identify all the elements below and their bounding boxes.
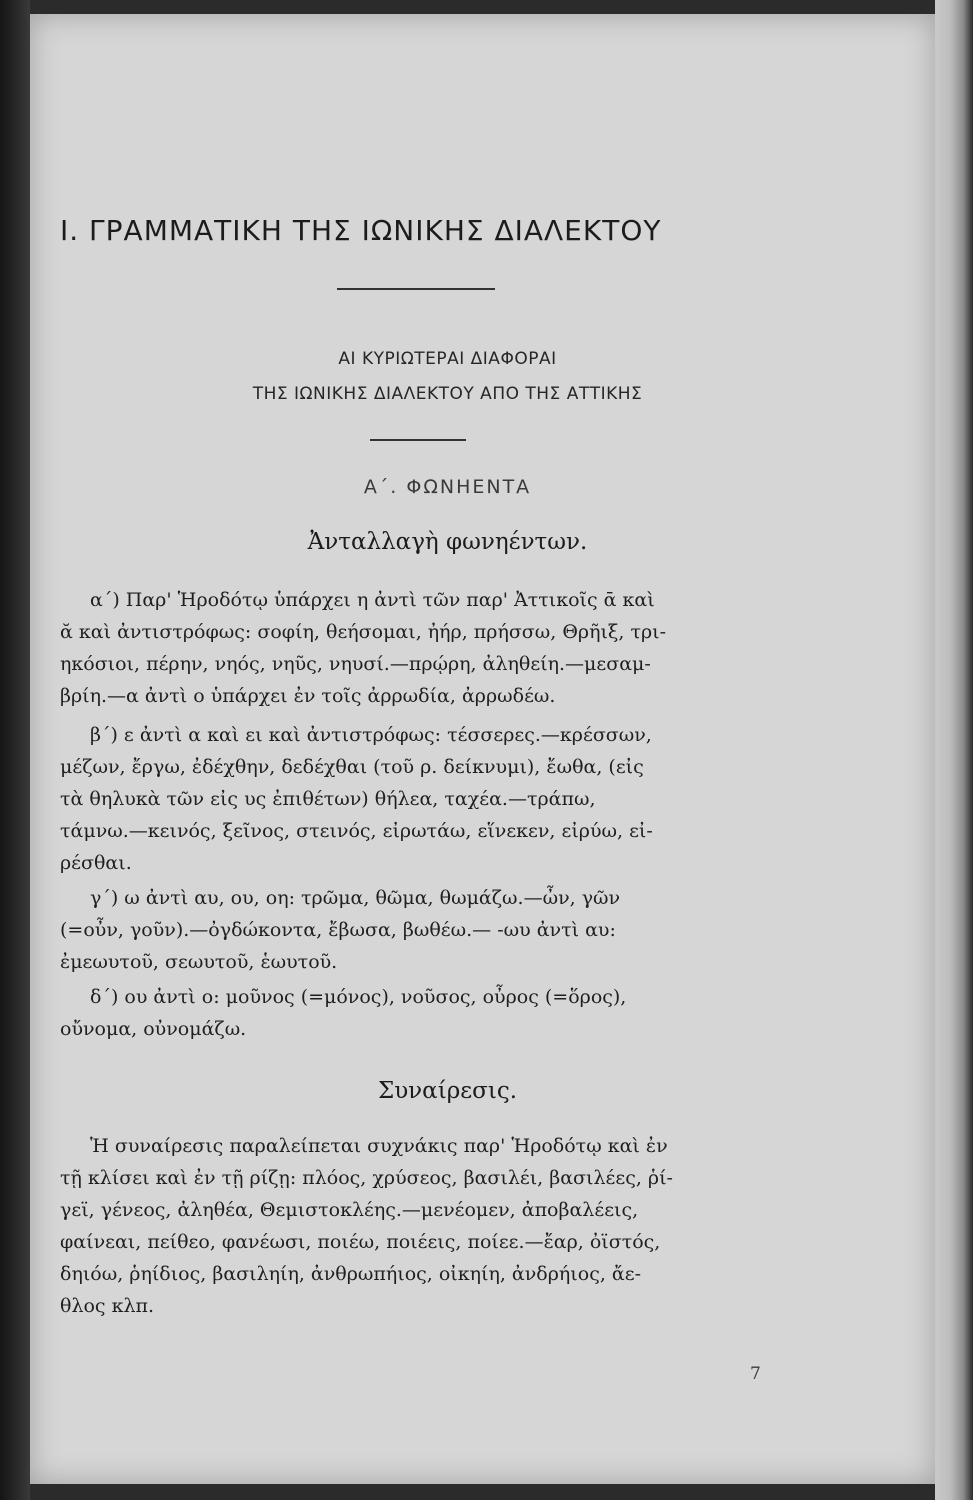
text-line: ηκόσιοι, πέρην, νηός, νηῦς, νηυσί.—πρῴρη, ἀληθείη.—μεσαμ- <box>60 653 651 675</box>
paragraph-contraction <box>60 1130 820 1322</box>
text-line: μέζων, ἔργω, ἐδέχθην, δεδέχθαι (τοῦ ρ. δείκνυμι), ἔωθα, (εἰς <box>60 756 644 778</box>
chapter-title: I. ΓΡΑΜΜΑΤΙΚΗ ΤΗΣ ΙΩΝΙΚΗΣ ΔΙΑΛΕΚΤΟΥ <box>60 214 662 247</box>
subtitle-divider <box>370 439 466 441</box>
text-line: τῇ κλίσει καὶ ἐν τῇ ρίζῃ: πλόος, χρύσεος, βασιλέι, βασιλέες, ῥί- <box>60 1167 673 1189</box>
text-line: α΄) Παρ' Ἡροδότῳ ὑπάρχει η ἀντὶ τῶν παρ' Ἀττικοῖς ᾱ καὶ <box>90 589 655 611</box>
subtitle-line-1: ΑΙ ΚΥΡΙΩΤΕΡΑΙ ΔΙΑΦΟΡΑΙ <box>338 349 557 369</box>
book-spine <box>0 0 30 1500</box>
text-line: δ΄) ου ἀντὶ ο: μοῦνος (=μόνος), νοῦσος, οὖρος (=ὅρος), <box>90 986 627 1008</box>
paragraph-delta <box>60 981 820 1045</box>
paragraph-beta <box>60 719 820 879</box>
text-line: φαίνεαι, πείθεο, φανέωσι, ποιέω, ποιέεις, ποίεε.—ἔαρ, ὀϊστός, <box>60 1231 661 1253</box>
text-line: (=οὖν, γοῦν).—ὀγδώκοντα, ἔβωσα, βωθέω.— -ωυ ἀντὶ αυ: <box>60 919 616 941</box>
text-line: οὔνομα, οὐνομάζω. <box>60 1018 247 1040</box>
text-line: ἐμεωυτοῦ, σεωυτοῦ, ἑωυτοῦ. <box>60 951 338 973</box>
section-heading-contraction: Συναίρεσις. <box>377 1078 518 1104</box>
text-line: ρέσθαι. <box>60 852 132 874</box>
page-edge <box>935 0 973 1500</box>
title-divider <box>337 288 495 290</box>
text-line: Ἡ συναίρεσις παραλείπεται συχνάκις παρ' Ἡροδότῳ καὶ ἐν <box>90 1135 668 1157</box>
text-line: β΄) ε ἀντὶ α καὶ ει καὶ ἀντιστρόφως: τέσσερες.—κρέσσων, <box>90 724 652 746</box>
subtitle-line-2: ΤΗΣ ΙΩΝΙΚΗΣ ΔΙΑΛΕΚΤΟΥ ΑΠΟ ΤΗΣ ΑΤΤΙΚΗΣ <box>252 384 643 404</box>
section-label: Α΄. ΦΩΝΗΕΝΤΑ <box>363 476 532 498</box>
text-line: θλος κλπ. <box>60 1295 155 1317</box>
page-number: 7 <box>750 1364 761 1384</box>
paragraph-alpha <box>60 584 820 712</box>
paragraph-gamma <box>60 882 820 978</box>
text-line: γ΄) ω ἀντὶ αυ, ου, οη: τρῶμα, θῶμα, θωμάζω.—ὦν, γῶν <box>90 887 621 909</box>
text-line: βρίη.—α ἀντὶ ο ὑπάρχει ἐν τοῖς ἀρρωδία, ἀρρωδέω. <box>60 685 556 707</box>
text-line: τάμνω.—κεινός, ξεῖνος, στεινός, εἰρωτάω, εἵνεκεν, εἰρύω, εἰ- <box>60 820 653 842</box>
text-line: ᾰ καὶ ἀντιστρόφως: σοφίη, θεήσομαι, ἠήρ, πρήσσω, Θρῆιξ, τρι- <box>60 621 667 643</box>
book-page <box>30 14 935 1484</box>
text-line: γεϊ, γένεος, ἀληθέα, Θεμιστοκλέης.—μενέομεν, ἀποβαλέεις, <box>60 1199 639 1221</box>
text-line: τὰ θηλυκὰ τῶν εἰς υς ἐπιθέτων) θήλεα, ταχέα.—τράπω, <box>60 788 596 810</box>
section-heading-vowel-exchange: Ἀνταλλαγὴ φωνηέντων. <box>307 529 588 555</box>
text-line: δηιόω, ῥηίδιος, βασιληίη, ἀνθρωπήιος, οἰκηίη, ἀνδρήιος, ἄε- <box>60 1263 642 1285</box>
